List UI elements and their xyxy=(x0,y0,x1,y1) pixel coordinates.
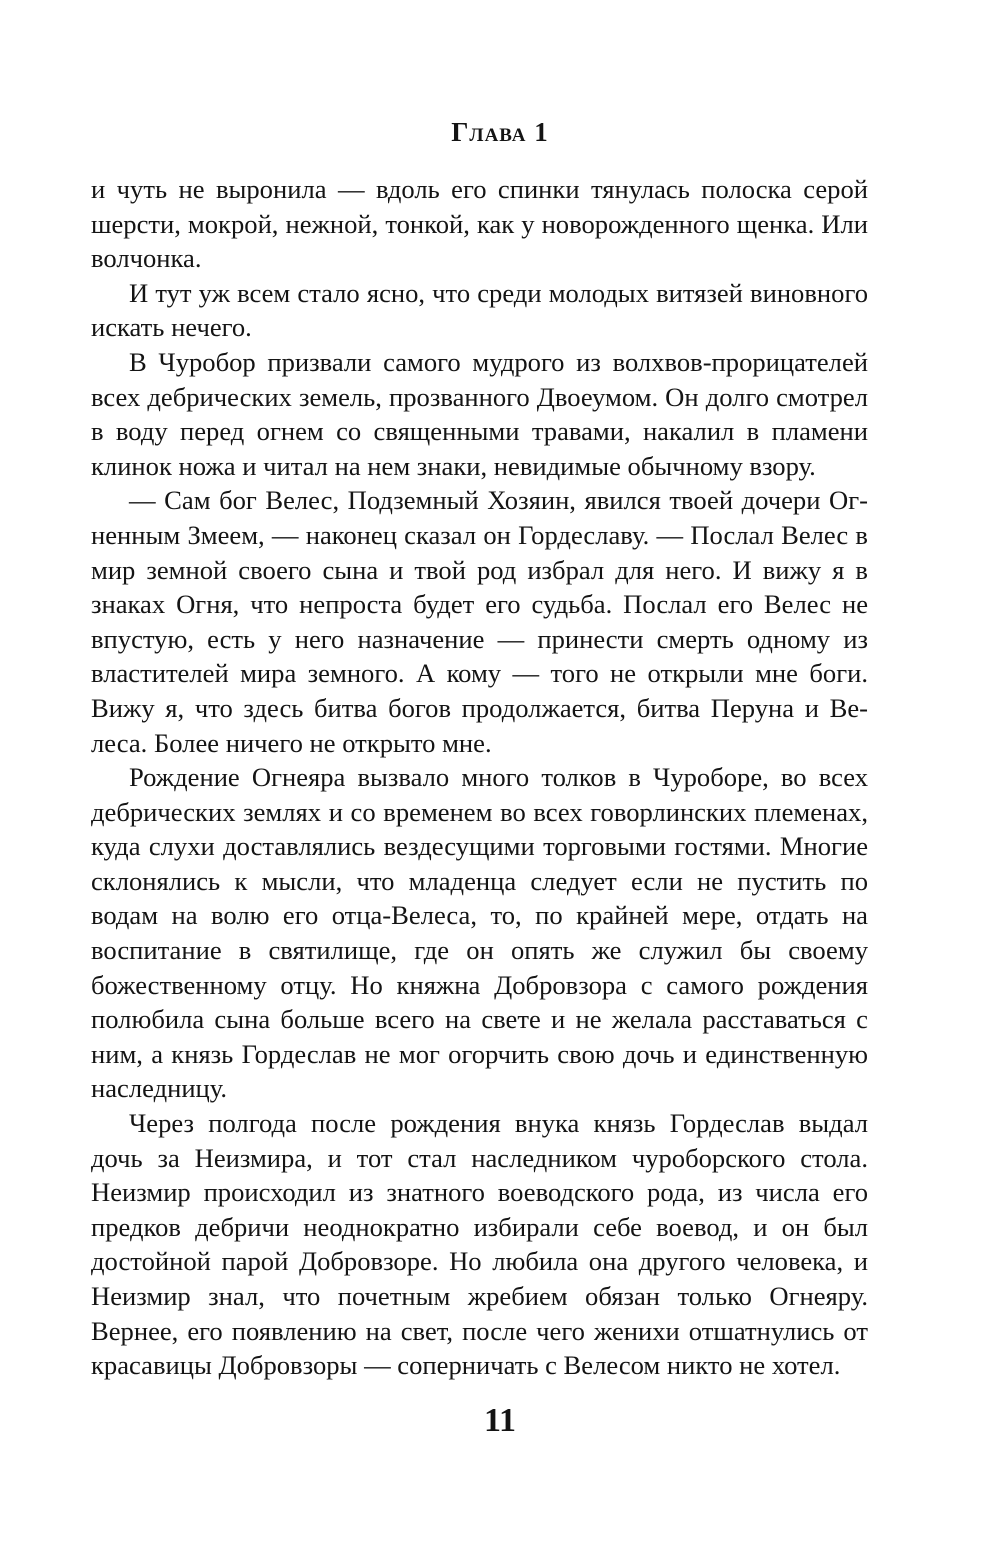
paragraph-3: В Чуробор призвали самого мудрого из волхвов-прорицателей всех дебрических земель, прозванного Двоеумом. Он долго смотрел в воду перед огнем со священными травами, накалил в пламени клинок ножа и читал на нем знаки, невидимые обычному взору. xyxy=(91,346,868,481)
page-number: 11 xyxy=(483,1402,517,1439)
paragraph-4: — Сам бог Велес, Подземный Хозяин, явился твоей дочери Огненным Змеем, — наконец сказал он Гордеславу. — Послал Велес в мир земной своего сына и твой род избрал для него. И вижу я в знаках Огня, что непроста будет его судьба. Послал его Велес не впустую, есть у него назначение — принести смерть одному из властителей мира земного. А кому — того не открыли мне боги. Вижу я, что здесь битва богов продолжается, битва Перуна и Велеса. Более ничего не открыто мне. xyxy=(91,485,868,758)
paragraph-1: и чуть не выронила — вдоль его спинки тянулась полоска серой шерсти, мокрой, нежной, тонкой, как у новорожденного щенка. Или волчонка. xyxy=(91,174,868,274)
running-head: Глава 1 xyxy=(451,117,549,147)
paragraph-2: И тут уж всем стало ясно, что среди молодых витязей виновного искать нечего. xyxy=(91,277,868,343)
body-text xyxy=(91,172,868,1383)
paragraph-5: Рождение Огнеяра вызвало много толков в Чуроборе, во всех дебрических землях и со временем во всех говорлинских племенах, куда слухи доставлялись вездесущими торговыми гостями. Многие склонялись к мысли, что младенца следует если не пустить по водам на волю его отца-Велеса, то, по крайней мере, отдать на воспитание в святилище, где он опять же служил бы своему божественному отцу. Но княжна Добровзора с самого рождения полюбила сына больше всего на свете и не желала расставаться с ним, а князь Гордеслав не мог огорчить свою дочь и единственную наследницу. xyxy=(91,762,868,1104)
paragraph-6: Через полгода после рождения внука князь Гордеслав выдал дочь за Неизмира, и тот стал наследником чуроборского стола. Неизмир происходил из знатного воеводского рода, из числа его предков дебричи неоднократно избирали себе воевод, и он был достойной парой Добровзоре. Но любила она другого человека, и Неизмир знал, что почетным жребием обязан только Огнеяру. Вернее, его появлению на свет, после чего женихи отшатнулись от красавицы Добровзоры — соперничать с Велесом никто не хотел. xyxy=(91,1108,868,1381)
